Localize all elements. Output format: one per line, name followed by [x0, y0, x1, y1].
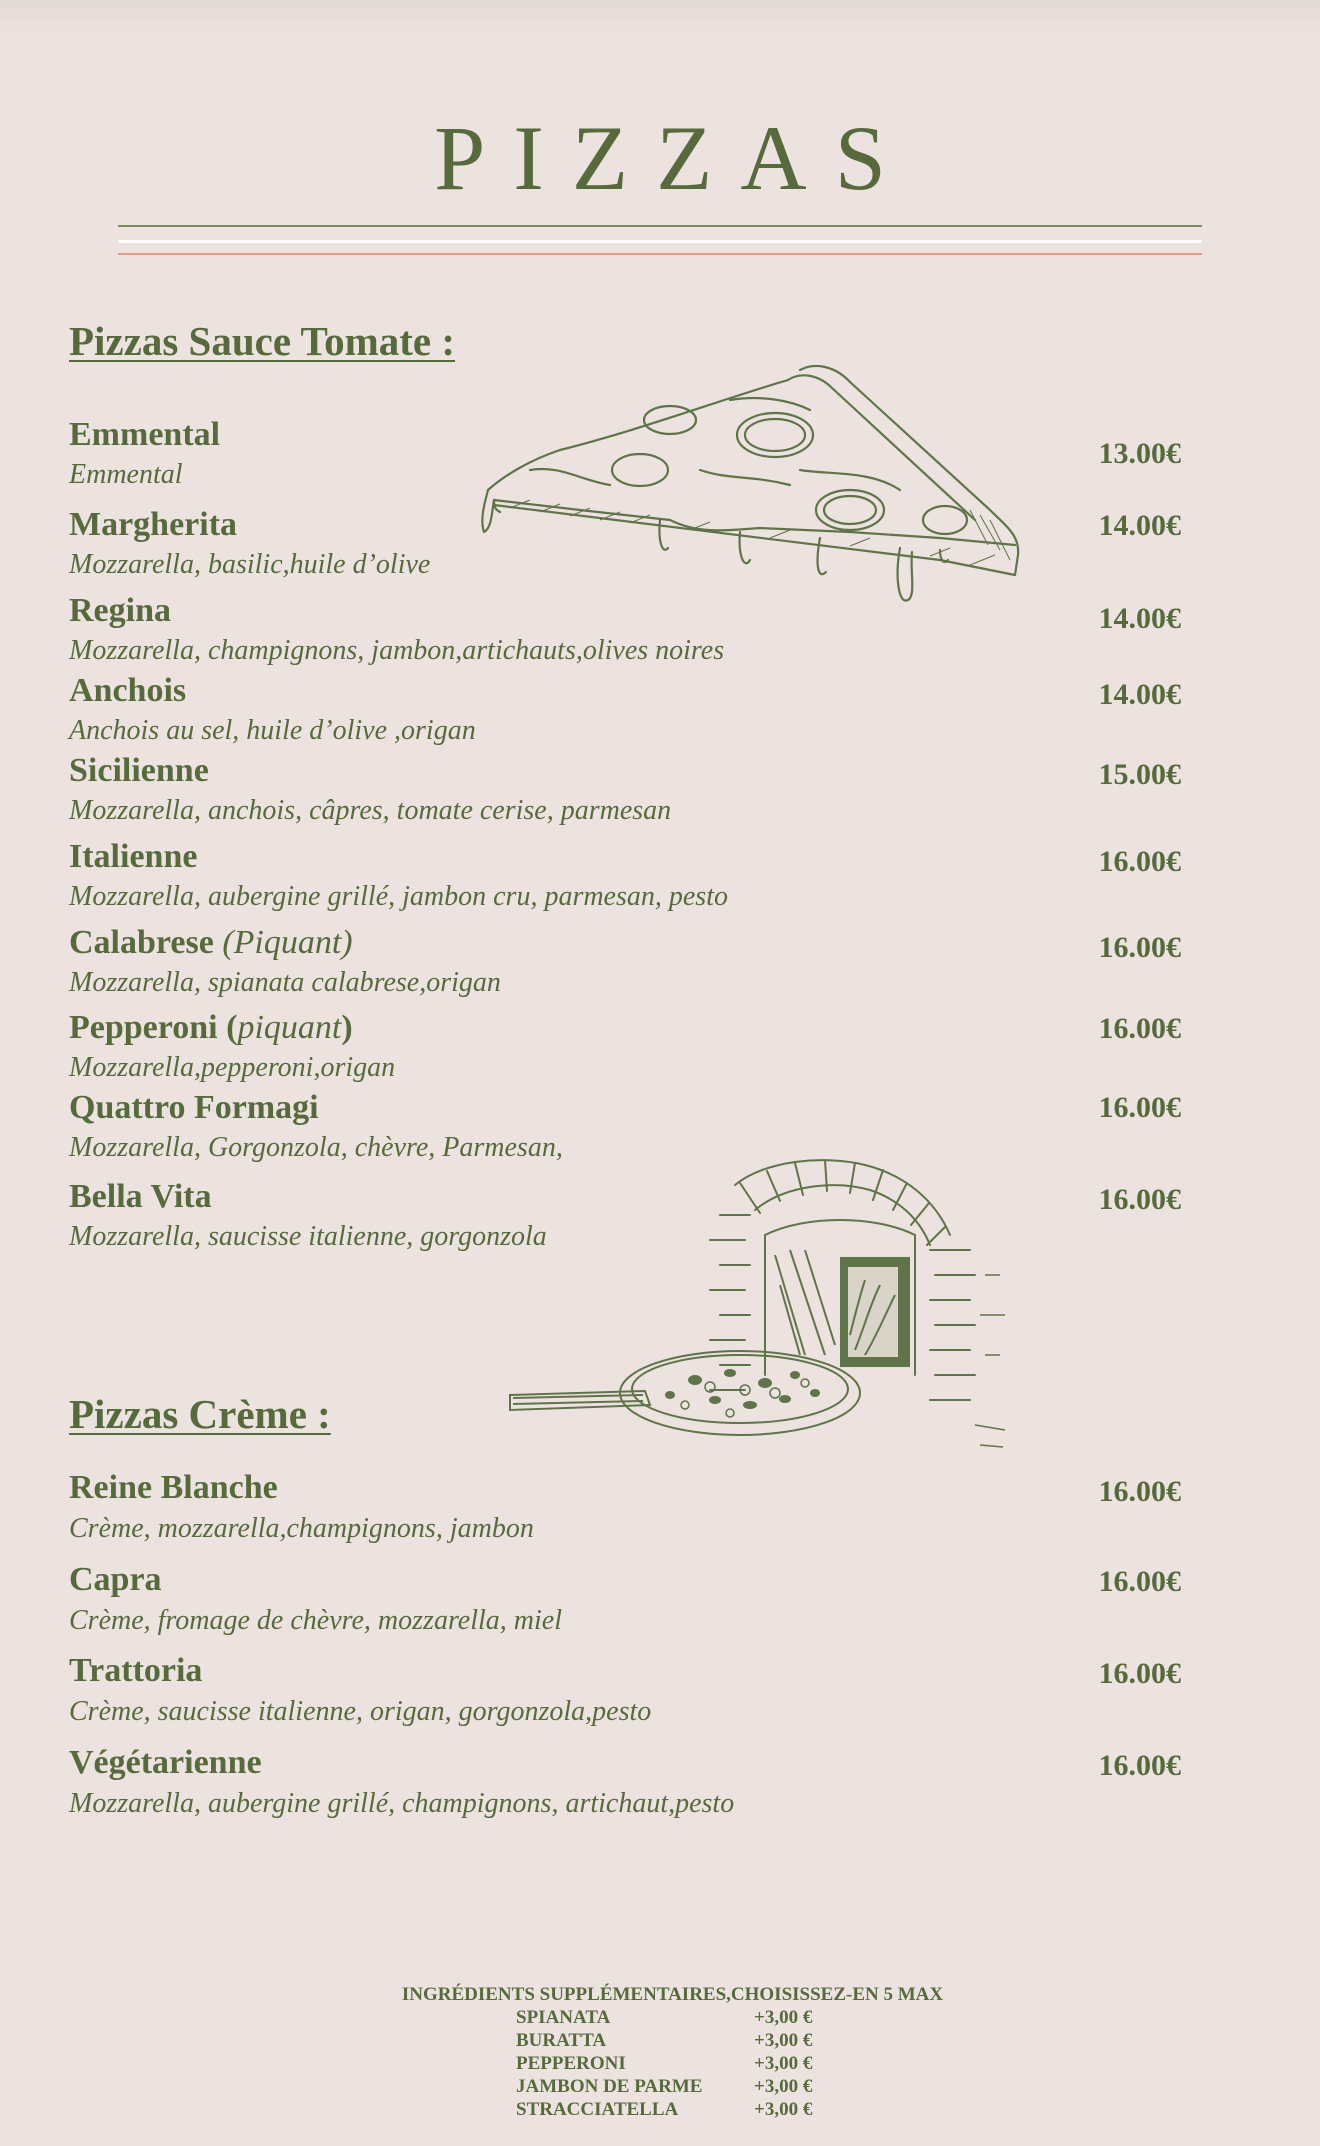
extra-name-jambon-de-parme: JAMBON DE PARME [516, 2076, 703, 2097]
item-desc-capra: Crème, fromage de chèvre, mozzarella, miel [69, 1605, 562, 1636]
extras-title: INGRÉDIENTS SUPPLÉMENTAIRES,CHOISISSEZ-EN 5 MAX [401, 1984, 944, 2005]
item-note-calabrese: (Piquant) [222, 924, 353, 961]
pizza-slice-illustration [470, 360, 1030, 620]
divider-white [118, 240, 1202, 243]
item-desc-bella-vita: Mozzarella, saucisse italienne, gorgonzola [69, 1221, 547, 1252]
item-name-margherita: Margherita [69, 506, 238, 543]
item-desc-italienne: Mozzarella, aubergine grillé, jambon cru, parmesan, pesto [69, 881, 728, 912]
item-name-italienne: Italienne [69, 838, 198, 875]
item-name-quattro-formagi: Quattro Formagi [69, 1089, 319, 1126]
section-title-creme: Pizzas Crème : [69, 1391, 331, 1437]
item-price-pepperoni: 16.00€ [1098, 1012, 1181, 1045]
item-price-capra: 16.00€ [1098, 1565, 1181, 1598]
section-title-tomato: Pizzas Sauce Tomate : [69, 318, 456, 364]
item-name-sicilienne: Sicilienne [69, 752, 209, 789]
item-price-reine-blanche: 16.00€ [1098, 1475, 1181, 1508]
extra-name-buratta: BURATTA [516, 2030, 607, 2051]
item-name-calabrese-text: Calabrese [69, 924, 223, 961]
item-note-pepperoni: piquant [237, 1009, 342, 1046]
item-name-vegetarienne: Végétarienne [69, 1744, 262, 1781]
divider-green [118, 225, 1202, 227]
item-name-trattoria: Trattoria [69, 1652, 203, 1689]
extra-price-jambon-de-parme: +3,00 € [754, 2076, 813, 2097]
item-price-calabrese: 16.00€ [1098, 931, 1181, 964]
item-desc-trattoria: Crème, saucisse italienne, origan, gorgonzola,pesto [69, 1696, 652, 1727]
item-desc-vegetarienne: Mozzarella, aubergine grillé, champignons, artichaut,pesto [69, 1788, 735, 1819]
extra-name-spianata: SPIANATA [516, 2007, 611, 2028]
item-name-pepperoni [69, 1008, 353, 1048]
item-desc-reine-blanche: Crème, mozzarella,champignons, jambon [69, 1513, 534, 1544]
item-name-calabrese [69, 923, 353, 963]
item-name-emmental: Emmental [69, 416, 221, 453]
item-name-bella-vita: Bella Vita [69, 1178, 212, 1215]
pizza-oven-illustration [505, 1155, 1040, 1465]
item-price-sicilienne: 15.00€ [1098, 758, 1181, 791]
item-desc-pepperoni: Mozzarella,pepperoni,origan [69, 1052, 396, 1083]
item-price-bella-vita: 16.00€ [1098, 1183, 1181, 1216]
item-desc-calabrese: Mozzarella, spianata calabrese,origan [69, 967, 501, 998]
top-shade [0, 0, 1320, 30]
item-price-quattro-formagi: 16.00€ [1098, 1091, 1181, 1124]
extra-price-stracciatella: +3,00 € [754, 2099, 813, 2120]
item-name-pepperoni-text: Pepperoni ( [69, 1009, 238, 1046]
item-desc-margherita: Mozzarella, basilic,huile d’olive [69, 549, 431, 580]
page-title: PIZZAS [434, 107, 914, 209]
item-price-anchois: 14.00€ [1098, 678, 1181, 711]
item-price-italienne: 16.00€ [1098, 845, 1181, 878]
divider-red [118, 253, 1202, 255]
item-name-capra: Capra [69, 1561, 162, 1598]
item-desc-anchois: Anchois au sel, huile d’olive ,origan [69, 715, 476, 746]
item-price-trattoria: 16.00€ [1098, 1657, 1181, 1690]
item-desc-quattro-formagi: Mozzarella, Gorgonzola, chèvre, Parmesan, [69, 1132, 563, 1163]
item-desc-regina: Mozzarella, champignons, jambon,artichauts,olives noires [69, 635, 725, 666]
item-price-emmental: 13.00€ [1098, 437, 1181, 470]
item-desc-emmental: Emmental [69, 459, 183, 490]
item-price-margherita: 14.00€ [1098, 509, 1181, 542]
item-name-reine-blanche: Reine Blanche [69, 1469, 278, 1506]
extra-price-spianata: +3,00 € [754, 2007, 813, 2028]
item-desc-sicilienne: Mozzarella, anchois, câpres, tomate cerise, parmesan [69, 795, 672, 826]
extra-price-buratta: +3,00 € [754, 2030, 813, 2051]
item-name-pepperoni-end: ) [341, 1009, 353, 1046]
extra-name-stracciatella: STRACCIATELLA [516, 2099, 679, 2120]
item-price-regina: 14.00€ [1098, 602, 1181, 635]
item-price-vegetarienne: 16.00€ [1098, 1749, 1181, 1782]
extra-price-pepperoni: +3,00 € [754, 2053, 813, 2074]
extra-name-pepperoni: PEPPERONI [516, 2053, 626, 2074]
item-name-anchois: Anchois [69, 672, 187, 709]
item-name-regina: Regina [69, 592, 171, 629]
